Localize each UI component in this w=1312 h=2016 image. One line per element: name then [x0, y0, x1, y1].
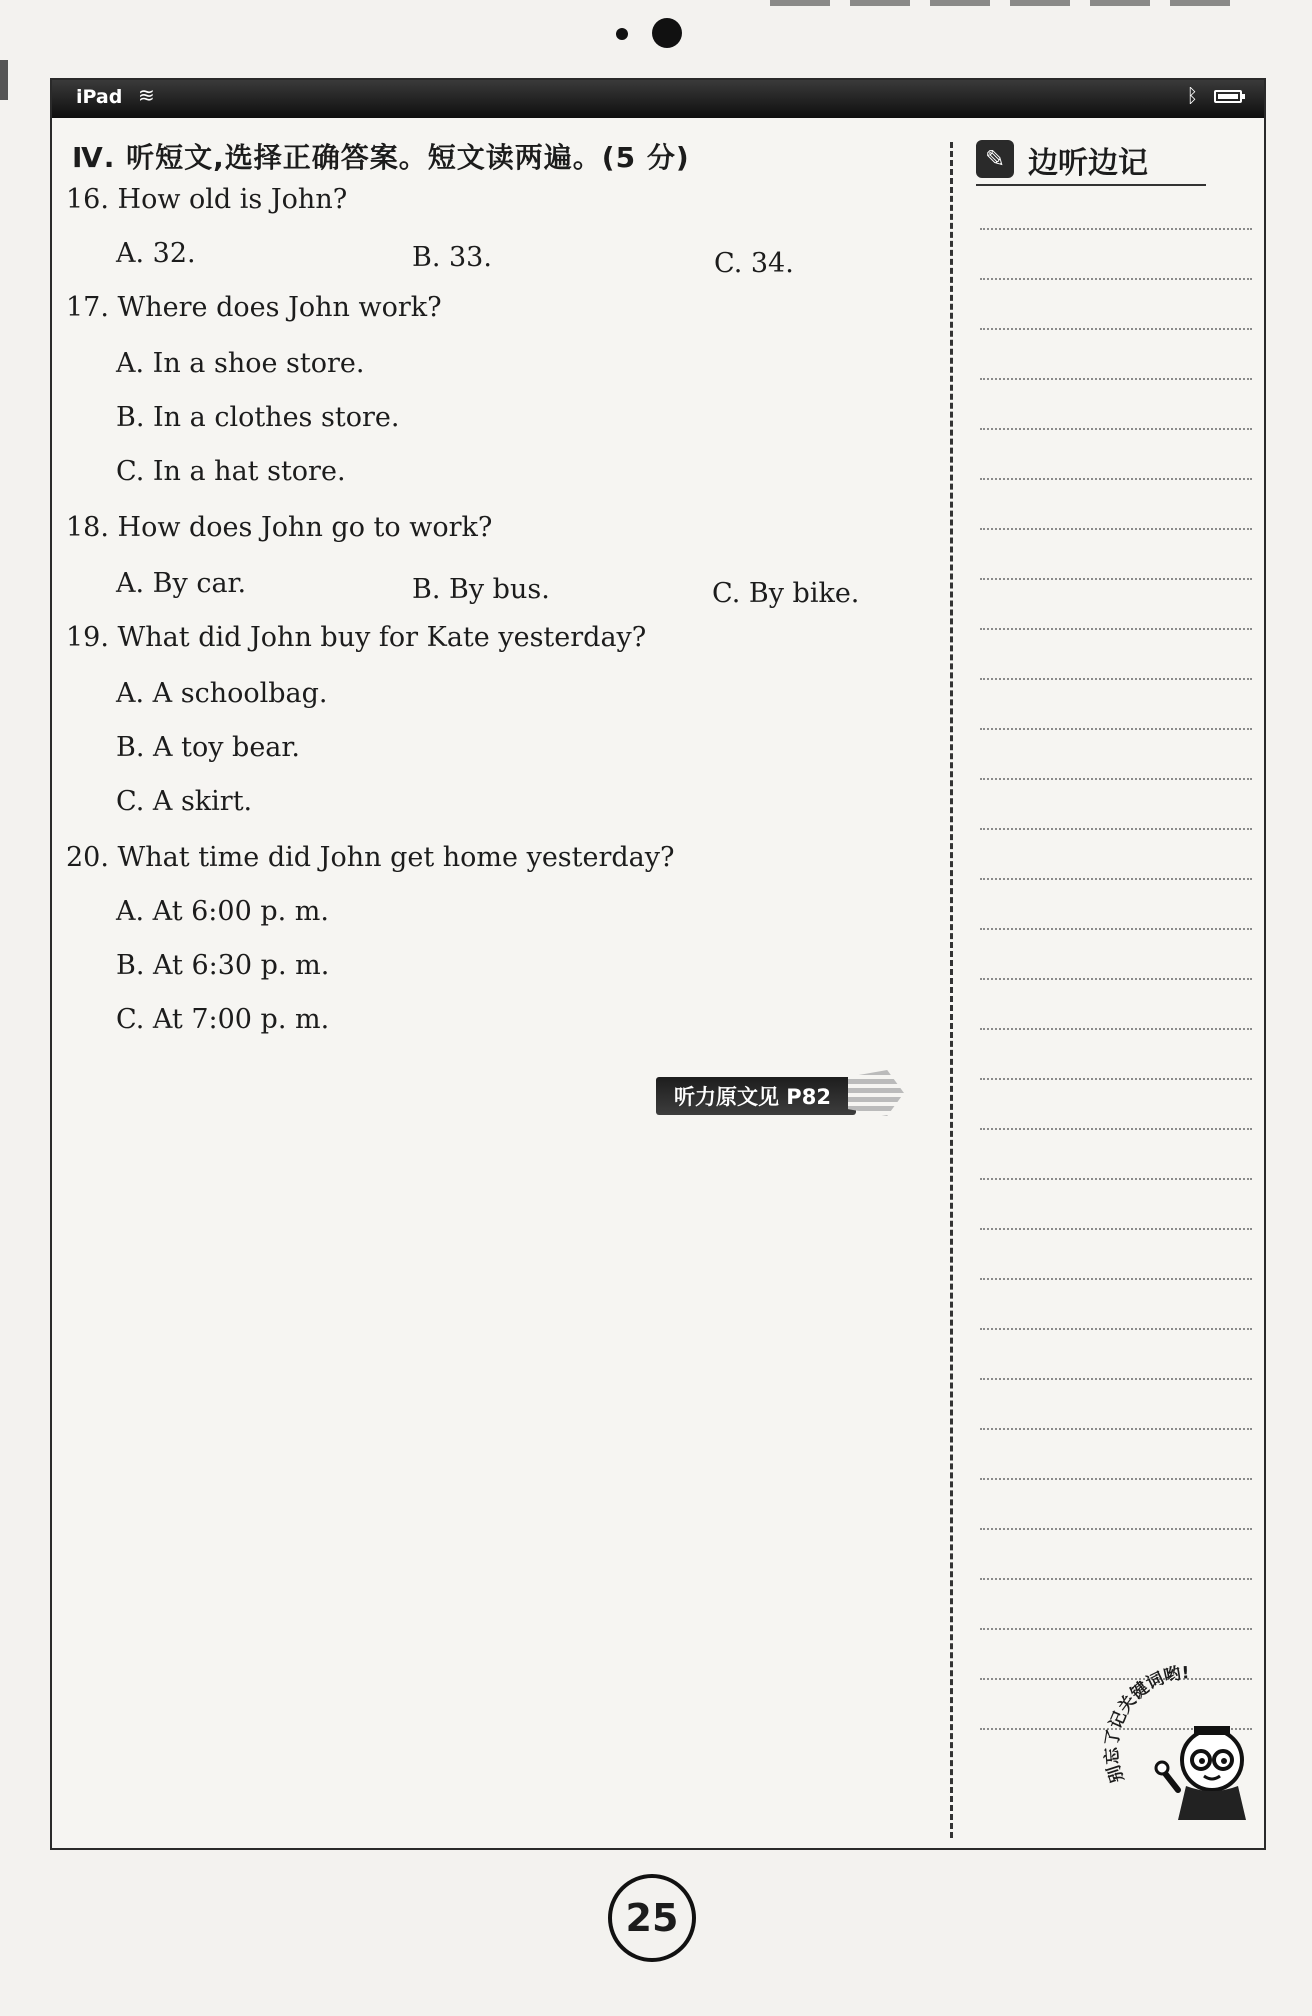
question-18-stem: 18. How does John go to work?: [66, 512, 493, 543]
notes-header: [976, 136, 1206, 186]
note-line: [980, 1628, 1252, 1630]
question-16-option-a: A. 32.: [116, 238, 196, 269]
question-18-option-c: C. By bike.: [712, 578, 860, 609]
note-line: [980, 1428, 1252, 1430]
question-19-option-c: C. A skirt.: [116, 786, 253, 817]
svg-text:别忘了记关键词哟!: [1102, 1663, 1190, 1785]
note-line: [980, 928, 1252, 930]
note-line: [980, 628, 1252, 630]
note-line: [980, 578, 1252, 580]
question-18-option-a: A. By car.: [116, 568, 247, 599]
note-line: [980, 1078, 1252, 1080]
question-19-option-a: A. A schoolbag.: [116, 678, 328, 709]
mascot-illustration: [1102, 1660, 1272, 1820]
device-label: iPad: [76, 86, 123, 108]
question-18-option-b: B. By bus.: [412, 574, 550, 605]
note-line: [980, 1028, 1252, 1030]
listening-script-reference: [656, 1077, 856, 1115]
note-line: [980, 228, 1252, 230]
note-line: [980, 478, 1252, 480]
note-line: [980, 1128, 1252, 1130]
note-line: [980, 778, 1252, 780]
note-line: [980, 428, 1252, 430]
question-16-option-b: B. 33.: [412, 242, 492, 273]
pen-icon: ✎: [976, 140, 1014, 178]
note-line: [980, 678, 1252, 680]
top-dot-large: [652, 18, 682, 48]
note-line: [980, 728, 1252, 730]
note-line: [980, 1278, 1252, 1280]
column-divider: [950, 142, 953, 1838]
question-17-option-c: C. In a hat store.: [116, 456, 346, 487]
section-heading: Ⅳ. 听短文,选择正确答案。短文读两遍。(5 分): [72, 141, 690, 174]
wifi-icon: ≋: [138, 83, 155, 107]
arrow-icon: [848, 1070, 904, 1116]
top-dot-small: [616, 28, 628, 40]
note-line: [980, 1328, 1252, 1330]
left-bleed-mark: [0, 60, 8, 100]
note-line: [980, 1228, 1252, 1230]
top-bleed-text: [770, 0, 1230, 6]
question-20-stem: 20. What time did John get home yesterday?: [66, 842, 675, 873]
ipad-frame: [50, 78, 1266, 1850]
note-line: [980, 528, 1252, 530]
note-line: [980, 828, 1252, 830]
status-bar: [52, 80, 1264, 118]
note-line: [980, 328, 1252, 330]
question-17-stem: 17. Where does John work?: [66, 292, 442, 323]
question-16-stem: 16. How old is John?: [66, 184, 348, 215]
mascot-caption: 别忘了记关键词哟!: [1102, 1663, 1190, 1785]
question-20-option-b: B. At 6:30 p. m.: [116, 950, 330, 981]
question-20-option-a: A. At 6:00 p. m.: [116, 896, 329, 927]
note-line: [980, 278, 1252, 280]
question-17-option-b: B. In a clothes store.: [116, 402, 400, 433]
note-line: [980, 1378, 1252, 1380]
page-number: 25: [608, 1874, 696, 1962]
question-20-option-c: C. At 7:00 p. m.: [116, 1004, 330, 1035]
question-17-option-a: A. In a shoe store.: [116, 348, 365, 379]
question-19-option-b: B. A toy bear.: [116, 732, 300, 763]
note-line: [980, 878, 1252, 880]
question-16-option-c: C. 34.: [714, 248, 794, 279]
bluetooth-icon: ᛒ: [1186, 85, 1198, 107]
note-line: [980, 1578, 1252, 1580]
note-line: [980, 1478, 1252, 1480]
notes-title: 边听边记: [1028, 146, 1148, 181]
note-line: [980, 378, 1252, 380]
note-line: [980, 978, 1252, 980]
battery-icon: [1214, 90, 1242, 103]
note-line: [980, 1528, 1252, 1530]
question-19-stem: 19. What did John buy for Kate yesterday?: [66, 622, 647, 653]
note-line: [980, 1178, 1252, 1180]
reference-label: 听力原文见 P82: [674, 1085, 831, 1109]
